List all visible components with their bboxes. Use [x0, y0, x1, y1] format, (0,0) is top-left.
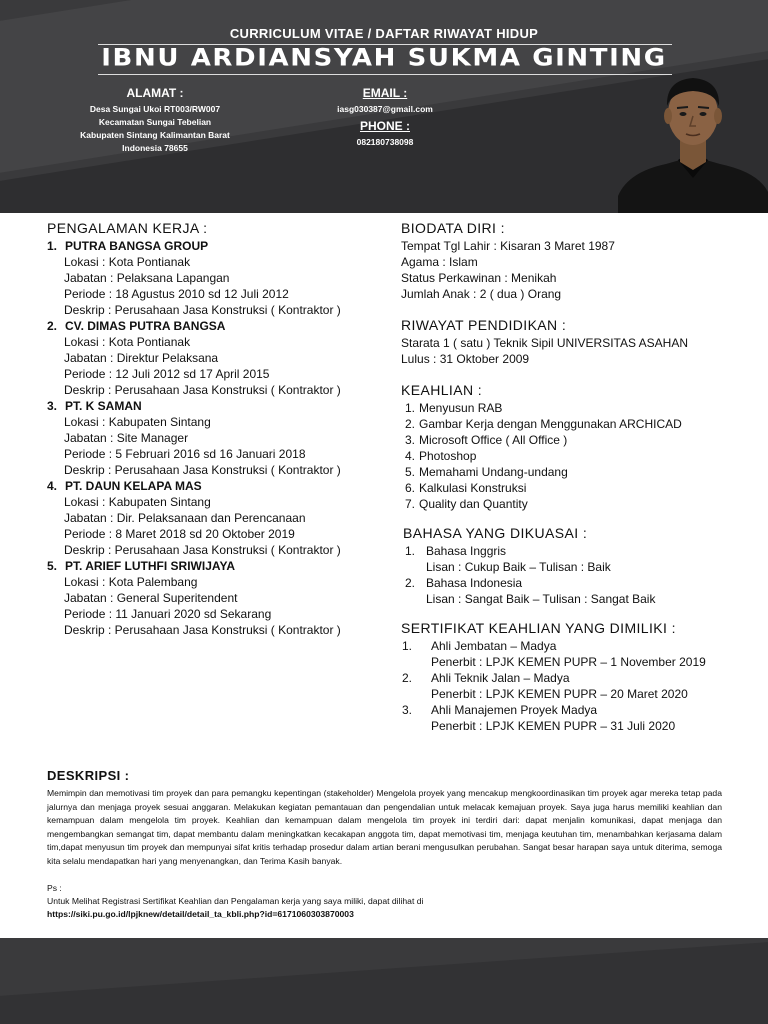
job-company: 3. PT. K SAMAN: [47, 399, 142, 413]
job-entry: [47, 478, 387, 558]
job-period: Periode : 11 Januari 2020 sd Sekarang: [64, 607, 272, 621]
job-location: Lokasi : Kabupaten Sintang: [64, 495, 211, 509]
job-company: 5. PT. ARIEF LUTHFI SRIWIJAYA: [47, 559, 236, 573]
skill-item: 2. Gambar Kerja dengan Menggunakan ARCHICAD: [405, 417, 682, 431]
experience-section: [47, 220, 387, 638]
languages-title: BAHASA YANG DIKUASAI :: [403, 525, 588, 541]
biodata-line: Jumlah Anak : 2 ( dua ) Orang: [401, 287, 562, 301]
language-item: 1. Bahasa Inggris: [405, 544, 507, 558]
ps-note: [47, 882, 722, 921]
job-company: 1. PUTRA BANGSA GROUP: [47, 239, 209, 253]
phone-label: PHONE :: [359, 119, 410, 133]
skill-item: 5. Memahami Undang-undang: [405, 465, 568, 479]
phone-value: 082180738098: [356, 137, 414, 147]
certificate-issuer: Penerbit : LPJK KEMEN PUPR – 20 Maret 2020: [431, 687, 688, 701]
skill-item: 3. Microsoft Office ( All Office ): [405, 433, 568, 447]
job-entry: [47, 238, 387, 318]
job-position: Jabatan : General Superitendent: [64, 591, 238, 605]
language-detail: Lisan : Cukup Baik – Tulisan : Baik: [426, 560, 611, 574]
certificates-title: SERTIFIKAT KEAHLIAN YANG DIMILIKI :: [401, 620, 676, 636]
education-title: RIWAYAT PENDIDIKAN :: [401, 317, 567, 333]
job-location: Lokasi : Kota Palembang: [64, 575, 198, 589]
address-label: ALAMAT :: [126, 86, 184, 100]
right-column: [401, 220, 741, 734]
job-description: Deskrip : Perusahaan Jasa Konstruksi ( Kontraktor ): [64, 303, 341, 317]
job-description: Deskrip : Perusahaan Jasa Konstruksi ( Kontraktor ): [64, 463, 341, 477]
address-line: Kabupaten Sintang Kalimantan Barat: [80, 130, 230, 140]
certificate-link[interactable]: https://siki.pu.go.id/lpjknew/detail/detail_ta_kbli.php?id=6171060303870003: [47, 909, 354, 919]
job-period: Periode : 12 Juli 2012 sd 17 April 2015: [64, 367, 270, 381]
skills-title: KEAHLIAN :: [401, 382, 483, 398]
description-title: DESKRIPSI :: [47, 768, 130, 783]
description-section: [47, 768, 722, 921]
skill-item: 7. Quality dan Quantity: [405, 497, 528, 511]
job-position: Jabatan : Site Manager: [64, 431, 189, 445]
address-line: Indonesia 78655: [122, 143, 188, 153]
certificate-issuer: Penerbit : LPJK KEMEN PUPR – 31 Juli 2020: [431, 719, 676, 733]
profile-photo: [618, 74, 768, 213]
job-period: Periode : 18 Agustus 2010 sd 12 Juli 2012: [64, 287, 289, 301]
ps-text: Untuk Melihat Registrasi Sertifikat Keahlian dan Pengalaman kerja yang saya miliki, dapat dilihat di: [47, 896, 424, 906]
skill-item: 4. Photoshop: [405, 449, 477, 463]
job-entry: [47, 318, 387, 398]
language-detail: Lisan : Sangat Baik – Tulisan : Sangat Baik: [426, 592, 656, 606]
job-period: Periode : 5 Februari 2016 sd 16 Januari 2018: [64, 447, 306, 461]
job-description: Deskrip : Perusahaan Jasa Konstruksi ( Kontraktor ): [64, 543, 341, 557]
skill-item: 6. Kalkulasi Konstruksi: [405, 481, 527, 495]
certificate-item: 1. Ahli Jembatan – Madya: [402, 639, 557, 653]
ps-label: Ps :: [47, 883, 62, 893]
job-location: Lokasi : Kabupaten Sintang: [64, 415, 211, 429]
email-label: EMAIL :: [362, 86, 408, 100]
document-subtitle: CURRICULUM VITAE / DAFTAR RIWAYAT HIDUP: [229, 26, 539, 41]
job-position: Jabatan : Direktur Pelaksana: [64, 351, 219, 365]
job-location: Lokasi : Kota Pontianak: [64, 255, 191, 269]
address-line: Kecamatan Sungai Tebelian: [98, 117, 212, 127]
language-item: 2. Bahasa Indonesia: [405, 576, 523, 590]
education-line: Starata 1 ( satu ) Teknik Sipil UNIVERSITAS ASAHAN: [401, 336, 688, 350]
email-value: iasg030387@gmail.com: [337, 104, 433, 114]
header-banner: [0, 0, 768, 213]
job-position: Jabatan : Pelaksana Lapangan: [64, 271, 230, 285]
footer-banner: [0, 938, 768, 1024]
job-period: Periode : 8 Maret 2018 sd 20 Oktober 2019: [64, 527, 295, 541]
header-rule-bottom: [98, 74, 672, 75]
biodata-line: Agama : Islam: [401, 255, 478, 269]
footer-stripe: [0, 938, 768, 1024]
certificate-item: 3. Ahli Manajemen Proyek Madya: [402, 703, 598, 717]
skill-item: 1. Menyusun RAB: [405, 401, 503, 415]
person-name: IBNU ARDIANSYAH SUKMA GINTING: [101, 44, 667, 72]
certificate-item: 2. Ahli Teknik Jalan – Madya: [402, 671, 570, 685]
biodata-title: BIODATA DIRI :: [401, 220, 505, 236]
job-description: Deskrip : Perusahaan Jasa Konstruksi ( Kontraktor ): [64, 623, 341, 637]
biodata-line: Tempat Tgl Lahir : Kisaran 3 Maret 1987: [401, 239, 615, 253]
certificate-issuer: Penerbit : LPJK KEMEN PUPR – 1 November 2019: [431, 655, 706, 669]
job-company: 2. CV. DIMAS PUTRA BANGSA: [47, 319, 226, 333]
address-line: Desa Sungai Ukoi RT003/RW007: [89, 104, 221, 114]
description-text: Memimpin dan memotivasi tim proyek dan para pemangku kepentingan (stakeholder) Mengelola proyek yang mencakup mengkoordinasikan tim proyek agar mereka tetap pada jalurnya dan menjaga proyek sesuai anggaran. Melakukan kegiatan pemantauan dan pengendalian untuk melacak kemajuan proyek. Saya juga harus memiliki keahlian dan kemampuan dalam mengelola tim proyek. Keahlian dan kemampuan dalam mengelola tim proyek ini terdiri dari: dapat menjalin komunikasi, dapat menjaga dan mengembangkan semangat tim, dapat membantu dalam meningkatkan kecakapan anggota tim, dapat memotivasi tim, menjaga keutuhan tim, menambahkan kerjasama dalam tim,dapat menyusun tim proyek dan mempunyai sifat kritis terhadap prosedur dalam artian berani mengusulkan perubahan. Sangat besar harapan saya untuk diterima, semoga kita selalu mendapatkan hari yang menyenangkan, dan Terima Kasih banyak.: [47, 788, 722, 866]
job-position: Jabatan : Dir. Pelaksanaan dan Perencanaan: [64, 511, 306, 525]
job-company: 4. PT. DAUN KELAPA MAS: [47, 479, 202, 493]
job-description: Deskrip : Perusahaan Jasa Konstruksi ( Kontraktor ): [64, 383, 341, 397]
job-entry: [47, 558, 387, 638]
contact-block: [310, 86, 460, 152]
education-line: Lulus : 31 Oktober 2009: [401, 352, 530, 366]
experience-title: PENGALAMAN KERJA :: [47, 220, 208, 236]
address-block: [55, 86, 255, 155]
job-location: Lokasi : Kota Pontianak: [64, 335, 191, 349]
biodata-line: Status Perkawinan : Menikah: [401, 271, 557, 285]
job-entry: [47, 398, 387, 478]
